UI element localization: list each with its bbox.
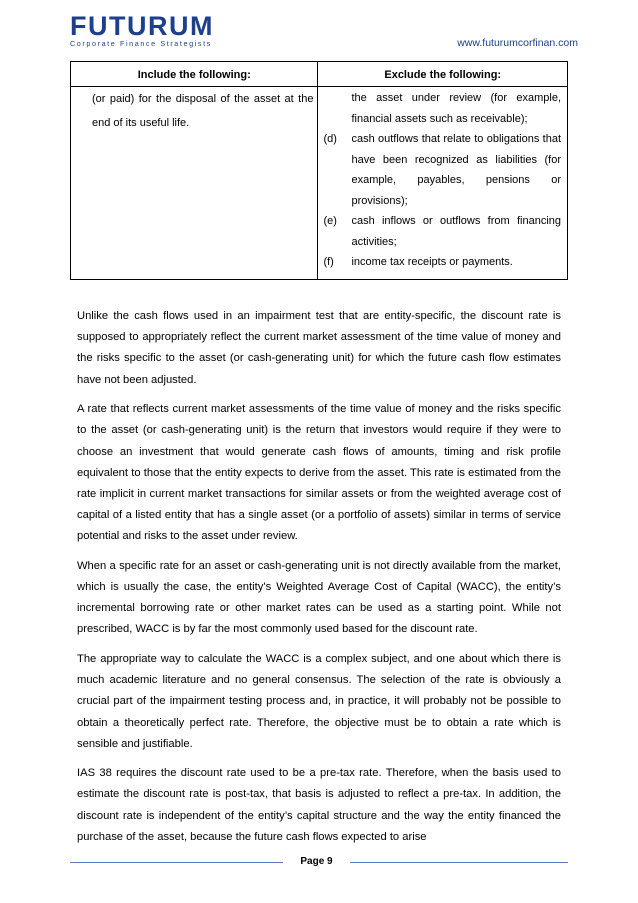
exclude-continuation-row	[323, 88, 561, 129]
website-url[interactable]: www.futurumcorfinan.com	[457, 37, 578, 49]
paragraph: The appropriate way to calculate the WACC is a complex subject, and one about which there is much academic literature and no general consensus. The selection of the rate is obviously a crucial part of the impairment testing process and, in practice, it will probably not be possible to obtain a theoretically perfect rate. Therefore, the objective must be to obtain a rate which is sensible and justifiable.	[77, 652, 561, 750]
exclude-item	[323, 252, 561, 273]
exclude-item-marker: (e)	[323, 215, 337, 227]
body-text	[77, 306, 561, 856]
include-exclude-table	[70, 61, 568, 280]
futurum-logo	[70, 11, 214, 48]
exclude-header: Exclude the following:	[318, 62, 568, 87]
exclude-item-marker: (d)	[323, 133, 337, 145]
paragraph: Unlike the cash flows used in an impairment test that are entity-specific, the discount rate is supposed to appropriately reflect the current market assessment of the time value of money and the risks specific to the asset (or cash-generating unit) for which the future cash flow estimates have not been adjusted.	[77, 310, 561, 386]
table-header-row	[71, 62, 568, 87]
exclude-item-text: cash inflows or outflows from financing activities;	[351, 215, 561, 248]
exclude-cell	[318, 87, 568, 280]
page-number: Page 9	[300, 856, 333, 867]
exclude-item-text: cash outflows that relate to obligations that have been recognized as liabilities (for example, payables, pensions or provisions);	[351, 133, 561, 207]
logo-tagline: Corporate Finance Strategists	[70, 39, 212, 48]
footer-divider-left	[70, 862, 283, 863]
exclude-item	[323, 129, 561, 211]
logo-wordmark: FUTURUM	[70, 11, 214, 41]
include-cell	[71, 87, 318, 280]
paragraph: IAS 38 requires the discount rate used to be a pre-tax rate. Therefore, when the basis used to estimate the discount rate is post-tax, that basis is adjusted to reflect a pre-tax. In addition, the discount rate is independent of the entity’s capital structure and the way the entity financed the purchase of the asset, because the future cash flows expected to arise	[77, 767, 561, 843]
page-header	[0, 0, 638, 60]
exclude-continuation: the asset under review (for example, financial assets such as receivable);	[351, 92, 561, 125]
page-footer	[70, 855, 568, 871]
include-header: Include the following:	[71, 62, 318, 87]
paragraph: A rate that reflects current market assessments of the time value of money and the risks specific to the asset (or cash-generating unit) is the return that investors would require if they were to choose an investment that would generate cash flows of amounts, timing and risk profile equivalent to those that the entity expects to derive from the asset. This rate is estimated from the rate implicit in current market transactions for similar assets or from the weighted average cost of capital of a listed entity that has a single asset (or a portfolio of assets) similar in terms of service potential and risks to the asset under review.	[77, 403, 561, 543]
exclude-item-marker: (f)	[323, 256, 334, 268]
exclude-item-text: income tax receipts or payments.	[351, 256, 513, 268]
table-body-row	[71, 87, 568, 280]
exclude-item	[323, 211, 561, 252]
include-text: (or paid) for the disposal of the asset at the end of its useful life.	[92, 93, 314, 129]
footer-divider-right	[350, 862, 568, 863]
paragraph: When a specific rate for an asset or cash-generating unit is not directly available from the market, which is usually the case, the entity’s Weighted Average Cost of Capital (WACC), the entity’s incremental borrowing rate or other market rates can be used as a starting point. While not prescribed, WACC is by far the most commonly used based for the discount rate.	[77, 559, 561, 636]
